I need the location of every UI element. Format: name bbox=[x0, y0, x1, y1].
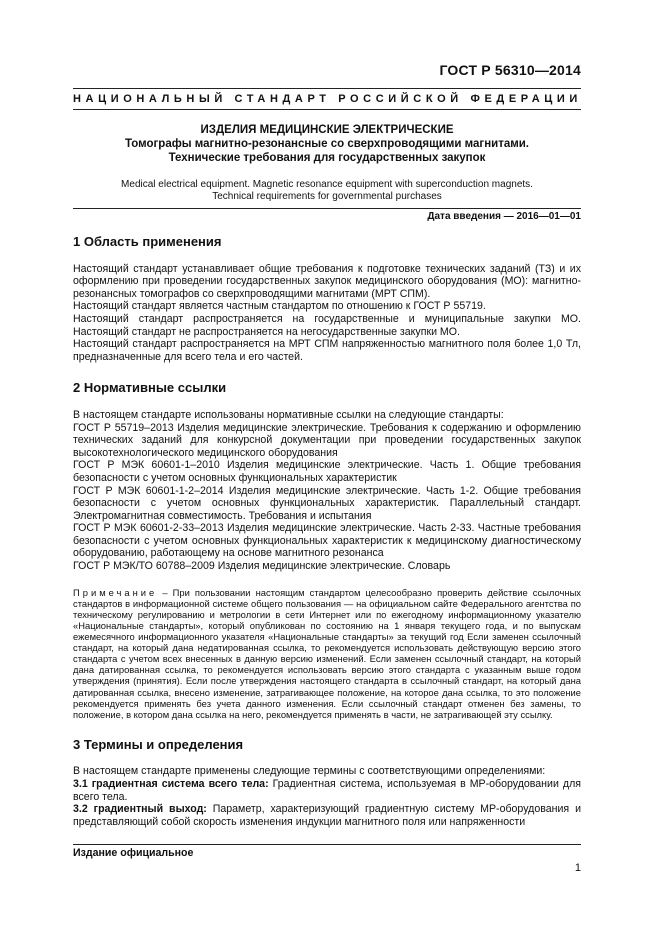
reference-item: ГОСТ Р МЭК/ТО 60788–2009 Изделия медицинские электрические. Словарь bbox=[73, 560, 451, 573]
reference-item: ГОСТ Р МЭК 60601-2-33–2013 Изделия медицинские электрические. Часть 2-33. Частные требования безопасности с учетом основных функциональных характеристик к медицинскому диагностическому оборудованию, работающему на основе магнитного резонанса bbox=[73, 522, 581, 560]
term-3-1-name: 3.1 градиентная система всего тела: bbox=[73, 777, 269, 790]
section-3-intro: В настоящем стандарте применены следующие термины с соответствующими определениями: bbox=[73, 765, 546, 778]
section-1-paragraph-1: Настоящий стандарт устанавливает общие требования к подготовке технических заданий (ТЗ) и их оформлению при проведении государственных закупок медицинского оборудования (МО): магнитно-резонансных томографов со сверхпроводящими магнитами (МРТ СПМ). bbox=[73, 262, 581, 300]
gost-number: ГОСТ Р 56310—2014 bbox=[439, 62, 581, 78]
title-rule bbox=[73, 208, 581, 209]
section-1-paragraph-4: Настоящий стандарт распространяется на МРТ СПМ напряженностью магнитного поля более 1,0 Тл, предназначенные для всего тела и его частей. bbox=[73, 338, 581, 363]
title-en-line-2: Technical requirements for governmental purchases bbox=[212, 191, 442, 202]
term-3-2 bbox=[73, 803, 581, 828]
footer-rule bbox=[73, 844, 581, 845]
header-rule bbox=[73, 88, 581, 89]
term-3-2-name: 3.2 градиентный выход: bbox=[73, 803, 207, 816]
note-text: – При пользовании настоящим стандартом целесообразно проверить действие ссылочных стандартов в информационной системе общего пользования — на официальном сайте Федерального агентства по техническому регулированию и метрологии в сети Интернет или по ежегодному информационному указателю «Национальные стандарты», который опубликован по состоянию на 1 января текущего года, и по выпускам ежемесячного информационного указателя «Национальные стандарты» за текущий год Если заменен ссылочный стандарт, на который дана недатированная ссылка, то рекомендуется использовать действующую версию этого стандарта с учетом всех внесенных в данную версию изменений. Если заменен ссылочный стандарт, на который дана датированная ссылка, то рекомендуется использовать версию этого стандарта с указанным выше годом утверждения (принятия). Если после утверждения настоящего стандарта в ссылочный стандарт, на который дана датированная ссылка, внесено изменение, затрагивающее положение, на которое дана ссылка, то это положение рекомендуется применять без учета данного изменения. Если ссылочный стандарт отменен без замены, то положение, в котором дана ссылка на него, рекомендуется применять в части, не затрагивающей эту ссылку. bbox=[73, 586, 581, 720]
reference-item: ГОСТ Р МЭК 60601-1–2010 Изделия медицинские электрические. Часть 1. Общие требования безопасности с учетом основных функциональных характеристик bbox=[73, 459, 581, 484]
note-block bbox=[73, 587, 581, 720]
note-label: Примечание bbox=[73, 586, 158, 598]
section-1-heading: 1 Область применения bbox=[73, 234, 222, 249]
term-3-2-definition: Параметр, характеризующий градиентную систему МР-оборудования и представляющий собой скорость изменения индукции магнитного поля или напряженности bbox=[73, 803, 581, 828]
section-2-heading: 2 Нормативные ссылки bbox=[73, 380, 227, 396]
section-1-paragraph-3: Настоящий стандарт распространяется на государственные и муниципальные закупки МО. Настоящий стандарт не распространяется на негосударственные закупки МО. bbox=[73, 312, 581, 338]
header-rule-2 bbox=[73, 109, 581, 110]
reference-item: ГОСТ Р 55719–2013 Изделия медицинские электрические. Требования к содержанию и оформлению технических заданий для конкурсной документации при проведении государственных закупок высокотехнологического медицинского оборудования bbox=[73, 421, 581, 459]
title-ru-line-3: Технические требования для государственных закупок bbox=[168, 152, 486, 164]
term-3-1 bbox=[73, 778, 581, 803]
term-3-1-definition: Градиентная система, используемая в МР-оборудовании для всего тела. bbox=[73, 777, 581, 803]
official-edition-label: Издание официальное bbox=[73, 847, 194, 859]
reference-item: ГОСТ Р МЭК 60601-1-2–2014 Изделия медицинские электрические. Часть 1-2. Общие требования безопасности с учетом основных функциональных характеристик. Параллельный стандарт. Электромагнитная совместимость. Требования и испытания bbox=[73, 484, 581, 522]
section-1-paragraph-2: Настоящий стандарт является частным стандартом по отношению к ГОСТ Р 55719. bbox=[73, 300, 486, 313]
page-number: 1 bbox=[574, 862, 581, 874]
section-3-heading: 3 Термины и определения bbox=[73, 736, 244, 752]
title-ru-line-1: ИЗДЕЛИЯ МЕДИЦИНСКИЕ ЭЛЕКТРИЧЕСКИЕ bbox=[200, 124, 454, 136]
document-body bbox=[73, 230, 581, 828]
date-of-introduction: Дата введения — 2016—01—01 bbox=[427, 211, 581, 222]
title-en-line-1: Medical electrical equipment. Magnetic resonance equipment with superconduction magnets. bbox=[121, 179, 533, 190]
title-block bbox=[73, 123, 581, 203]
section-2-intro: В настоящем стандарте использованы нормативные ссылки на следующие стандарты: bbox=[73, 408, 504, 421]
title-ru-line-2: Томографы магнитно-резонансные со сверхпроводящими магнитами. bbox=[124, 138, 530, 150]
national-standard-banner: НАЦИОНАЛЬНЫЙ СТАНДАРТ РОССИЙСКОЙ ФЕДЕРАЦИИ bbox=[73, 93, 582, 105]
